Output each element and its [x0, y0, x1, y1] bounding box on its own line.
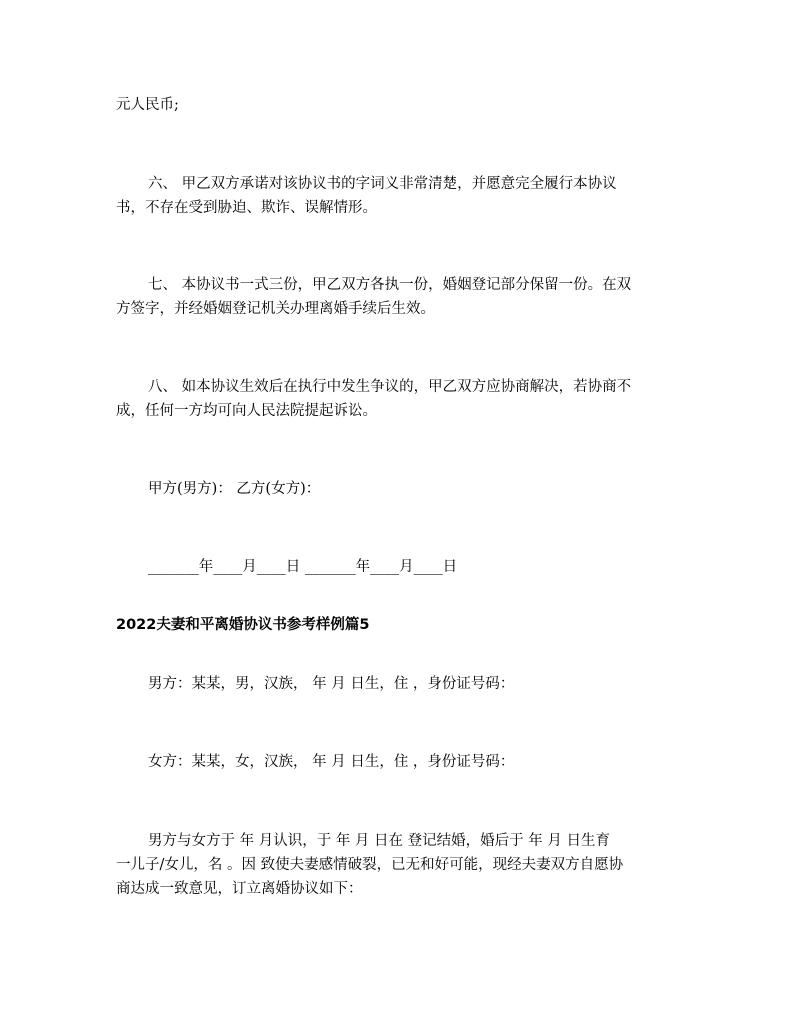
clause-6-line-1: 六、 甲乙双方承诺对该协议书的字词义非常清楚，并愿意完全履行本协议 — [148, 176, 617, 192]
clause-7-line-1: 七、 本协议书一式三份，甲乙双方各执一份，婚姻登记部分保留一份。在双 — [148, 277, 632, 293]
text-line: 元人民币; — [116, 97, 179, 113]
clause-7-line-2: 方签字，并经婚姻登记机关办理离婚手续后生效。 — [116, 301, 435, 317]
marriage-paragraph-line-1: 男方与女方于 年 月认识，于 年 月 日在 登记结婚，婚后于 年 月 日生育 — [148, 833, 610, 849]
signature-dates: _______年____月____日 _______年____月____日 — [148, 559, 458, 575]
marriage-paragraph-line-2: 一儿子/女儿，名 。因 致使夫妻感情破裂，已无和好可能，现经夫妻双方自愿协 — [116, 857, 624, 873]
clause-8-line-1: 八、 如本协议生效后在执行中发生争议的，甲乙双方应协商解决，若协商不 — [148, 379, 632, 395]
female-party-info: 女方：某某，女，汉族， 年 月 日生，住 ，身份证号码： — [148, 754, 515, 770]
signature-parties: 甲方(男方)： 乙方(女方)： — [148, 481, 321, 497]
male-party-info: 男方：某某，男，汉族， 年 月 日生，住 ，身份证号码： — [148, 676, 515, 692]
clause-8-line-2: 成，任何一方均可向人民法院提起诉讼。 — [116, 403, 377, 419]
clause-6-line-2: 书，不存在受到胁迫、欺诈、误解情形。 — [116, 200, 377, 216]
marriage-paragraph-line-3: 商达成一致意见，订立离婚协议如下： — [116, 881, 363, 897]
section-heading: 2022夫妻和平离婚协议书参考样例篇5 — [116, 617, 370, 633]
